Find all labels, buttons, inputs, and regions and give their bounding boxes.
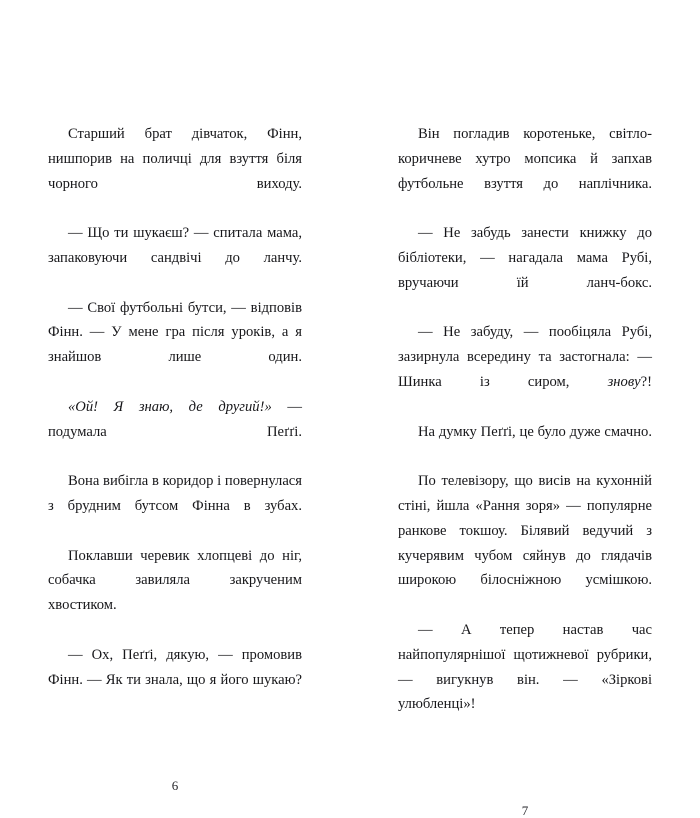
text-run: ?! (640, 373, 652, 390)
paragraph (48, 469, 302, 543)
paragraph (48, 544, 302, 643)
italic-text-run: «Ой! Я знаю, де другий!» (68, 398, 272, 415)
paragraph (398, 221, 652, 320)
text-run: Він погладив коротеньке, світло-коричневе хутро мопсика й запхав футбольне взуття до наплічника. (398, 126, 652, 192)
text-run: — А тепер настав час найпопулярнішої щотижневої рубрики, — вигукнув він. — «Зіркові улюбленці»! (398, 621, 652, 713)
page-left-text-column (48, 122, 302, 717)
paragraph (398, 469, 652, 618)
text-run: Старший брат дівчаток, Фінн, нишпорив на поличці для взуття біля чорного виходу. (48, 126, 302, 192)
text-run: — Не забуду, — пообіцяла Рубі, зазирнула всередину та застогнала: — Шинка із сиром, (398, 324, 652, 390)
paragraph (48, 296, 302, 395)
italic-text-run: знову (607, 373, 641, 390)
page-number-left: 6 (171, 778, 179, 794)
page-number-right: 7 (521, 802, 529, 818)
text-run: — Ох, Пеґґі, дякую, — промовив Фінн. — Як ти знала, що я його шукаю? (48, 646, 302, 688)
page-right-text-column (398, 122, 652, 742)
page-right (398, 122, 652, 818)
text-run: — Що ти шукаєш? — спитала мама, запаковуючи сандвічі до ланчу. (48, 225, 302, 266)
text-run: По телевізору, що висів на кухонній стіні, йшла «Рання зоря» — популярне ранкове токшоу. Білявий ведучий з кучерявим чубом сяйнув до глядачів широкою білосніжною усмішкою. (398, 473, 652, 589)
paragraph (48, 395, 302, 469)
text-run: На думку Пеґґі, це було дуже смачно. (418, 423, 652, 440)
paragraph (398, 618, 652, 742)
paragraph (48, 122, 302, 221)
paragraph (398, 320, 652, 419)
text-run: — подумала Пеґґі. (48, 398, 302, 440)
text-run: Вона вибігла в коридор і повернулася з брудним бутсом Фінна в зубах. (48, 473, 302, 514)
text-run: — Не забудь занести книжку до бібліотеки, — нагадала мама Рубі, вручаючи їй ланч-бокс. (398, 225, 652, 291)
text-run: Поклавши черевик хлопцеві до ніг, собачка завиляла закрученим хвостиком. (48, 547, 302, 614)
paragraph (398, 420, 652, 470)
page-left (48, 122, 302, 794)
paragraph (398, 122, 652, 221)
paragraph (48, 643, 302, 717)
text-run: — Свої футбольні бутси, — відповів Фінн. — У мене гра після уроків, а я знайшов лише один. (48, 299, 302, 366)
paragraph (48, 221, 302, 295)
